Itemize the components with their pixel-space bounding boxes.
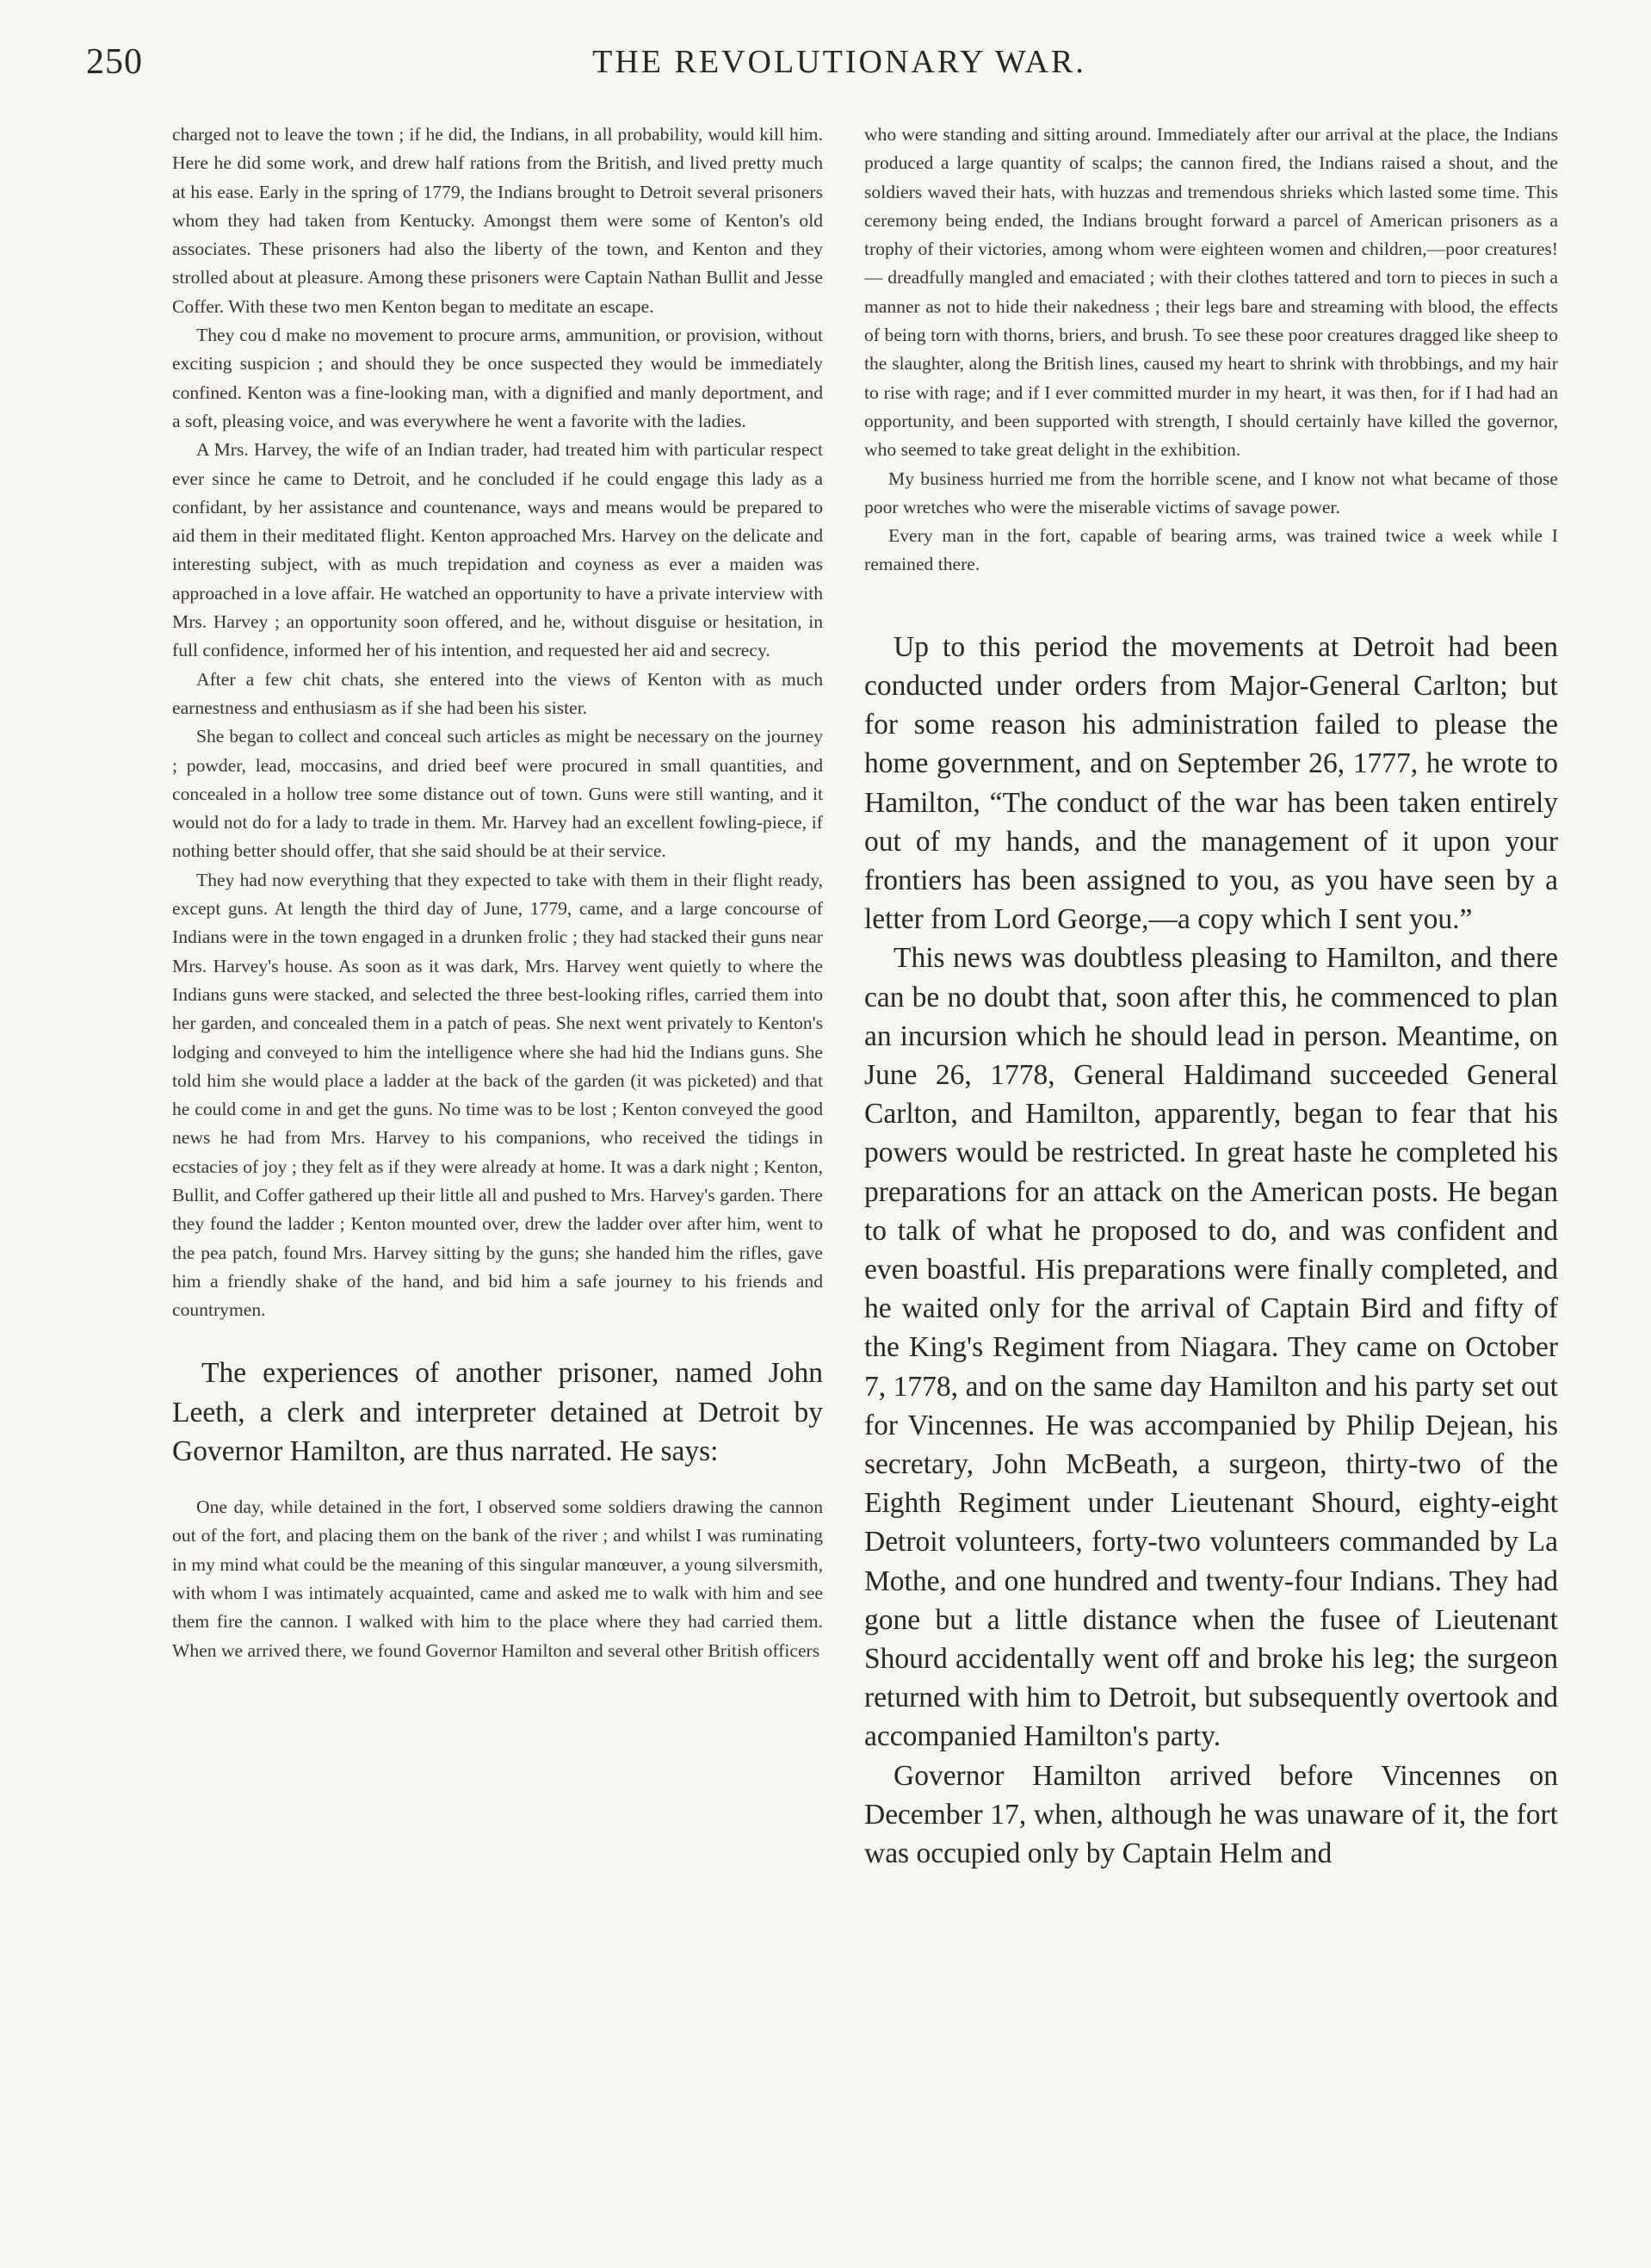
quote-paragraph: Every man in the fort, capable of bearing arms, was trained twice a week while I remained there.	[864, 525, 1558, 575]
quote-paragraph: who were standing and sitting around. Immediately after our arrival at the place, the Indians produced a large quantity of scalps; the cannon fired, the Indians raised a shout, and the soldiers waved their hats, with huzzas and tremendous shrieks which lasted some time. This ceremony being ended, the Indians brought forward a parcel of American prisoners as a trophy of their victories, among whom were eighteen women and children,—poor creatures! — dreadfully mangled and emaciated ; with their clothes tattered and torn to pieces in such a manner as not to hide their nakedness ; their legs bare and streaming with blood, the effects of being torn with thorns, briers, and brush. To see these poor creatures dragged like sheep to the slaughter, along the British lines, caused my heart to shrink with throbbings, and my hair to rise with rage; and if I ever committed murder in my heart, it was then, for if I had had an opportunity, and been supported with strength, I should certainly have killed the governor, who seemed to take great delight in the exhibition.	[864, 124, 1558, 461]
page-header	[86, 41, 1592, 93]
page-number: 250	[86, 42, 143, 82]
left-extract	[172, 121, 823, 1324]
running-title: THE REVOLUTIONARY WAR.	[592, 44, 1086, 80]
right-main-text	[864, 628, 1558, 1874]
left-quote	[172, 1493, 823, 1665]
extract-paragraph: charged not to leave the town ; if he did, the Indians, in all probability, would kill him. Here he did some work, and drew half rations from the British, and lived pretty much at his ease. Early in the spring of 1779, the Indians brought to Detroit several prisoners whom they had taken from Kentucky. Amongst them were some of Kenton's old associates. These prisoners had also the liberty of the town, and Kenton and they strolled about at pleasure. Among these prisoners were Captain Nathan Bullit and Jesse Coffer. With these two men Kenton began to meditate an escape.	[172, 124, 823, 317]
body-paragraph: This news was doubtless pleasing to Hamilton, and there can be no doubt that, soon after this, he commenced to plan an incursion which he should lead in person. Meantime, on June 26, 1778, General Haldimand succeeded General Carlton, and Hamilton, apparently, began to fear that his powers would be restricted. In great haste he completed his preparations for an attack on the American posts. He began to talk of what he proposed to do, and was confident and even boastful. His preparations were finally completed, and he waited only for the arrival of Captain Bird and fifty of the King's Regiment from Niagara. They came on October 7, 1778, and on the same day Hamilton and his party set out for Vincennes. He was accompanied by Philip Dejean, his secretary, John McBeath, a surgeon, thirty-two of the Eighth Regiment under Lieutenant Shourd, eighty-eight Detroit volunteers, forty-two volunteers commanded by La Mothe, and one hundred and twenty-four Indians. They had gone but a little distance when the fusee of Lieutenant Shourd accidentally went off and broke his leg; the surgeon returned with him to Detroit, but subsequently overtook and accompanied Hamilton's party.	[864, 942, 1558, 1753]
left-main-text	[172, 1354, 823, 1471]
extract-paragraph: She began to collect and conceal such articles as might be necessary on the journey ; powder, lead, moccasins, and dried beef were procured in small quantities, and concealed in a hollow tree some distance out of town. Guns were still wanting, and it would not do for a lady to trade in them. Mr. Harvey had an excellent fowling-piece, if nothing better should offer, that she said should be at their service.	[172, 726, 823, 862]
right-column	[864, 121, 1558, 1873]
quote-paragraph: One day, while detained in the fort, I observed some soldiers drawing the cannon out of the fort, and placing them on the bank of the river ; and whilst I was ruminating in my mind what could be the meaning of this singular manœuver, a young silversmith, with whom I was intimately acquainted, came and asked me to walk with him and see them fire the cannon. I walked with him to the place where they had carried them. When we arrived there, we found Governor Hamilton and several other British officers	[172, 1497, 823, 1661]
left-column	[172, 121, 823, 1665]
body-paragraph: Governor Hamilton arrived before Vincennes on December 17, when, although he was unaware of it, the fort was occupied only by Captain Helm and	[864, 1759, 1558, 1870]
extract-paragraph: After a few chit chats, she entered into the views of Kenton with as much earnestness and enthusiasm as if she had been his sister.	[172, 668, 823, 718]
extract-paragraph: They had now everything that they expected to take with them in their flight ready, except guns. At length the third day of June, 1779, came, and a large concourse of Indians were in the town engaged in a drunken frolic ; they had stacked their guns near Mrs. Harvey's house. As soon as it was dark, Mrs. Harvey went quietly to where the Indians guns were stacked, and selected the three best-looking rifles, carried them into her garden, and concealed them in a patch of peas. She next went privately to Kenton's lodging and conveyed to him the intelligence where she had hid the Indians guns. She told him she would place a ladder at the back of the garden (it was picketed) and that he could come in and get the guns. No time was to be lost ; Kenton conveyed the good news he had from Mrs. Harvey to his companions, who received the tidings in ecstacies of joy ; they felt as if they were already at home. It was a dark night ; Kenton, Bullit, and Coffer gathered up their little all and pushed to Mrs. Harvey's garden. There they found the ladder ; Kenton mounted over, drew the ladder over after him, went to the pea patch, found Mrs. Harvey sitting by the guns; she handed him the rifles, gave him a friendly shake of the hand, and bid him a safe journey to his friends and countrymen.	[172, 869, 823, 1321]
right-quote	[864, 121, 1558, 579]
quote-paragraph: My business hurried me from the horrible scene, and I know not what became of those poor wretches who were the miserable victims of savage power.	[864, 468, 1558, 517]
body-paragraph: The experiences of another prisoner, named John Leeth, a clerk and interpreter detained at Detroit by Governor Hamilton, are thus narrated. He says:	[172, 1357, 823, 1467]
extract-paragraph: They cou d make no movement to procure arms, ammunition, or provision, without exciting suspicion ; and should they be once suspected they would be immediately confined. Kenton was a fine-looking man, with a dignified and manly deportment, and a soft, pleasing voice, and was everywhere he went a favorite with the ladies.	[172, 325, 823, 431]
extract-paragraph: A Mrs. Harvey, the wife of an Indian trader, had treated him with particular respect ever since he came to Detroit, and he concluded if he could engage this lady as a confidant, by her assistance and countenance, ways and means would be prepared to aid them in their meditated flight. Kenton approached Mrs. Harvey on the delicate and interesting subject, with as much trepidation and coyness as ever a maiden was approached in a love affair. He watched an opportunity to have a private interview with Mrs. Harvey ; an opportunity soon offered, and he, without disguise or hesitation, in full confidence, informed her of his intention, and requested her aid and secrecy.	[172, 439, 823, 661]
body-paragraph: Up to this period the movements at Detroit had been conducted under orders from Major-General Carlton; but for some reason his administration failed to please the home government, and on September 26, 1777, he wrote to Hamilton, “The conduct of the war has been taken entirely out of my hands, and the management of it upon your frontiers has been assigned to you, as you have seen by a letter from Lord George,—a copy which I sent you.”	[864, 630, 1558, 936]
